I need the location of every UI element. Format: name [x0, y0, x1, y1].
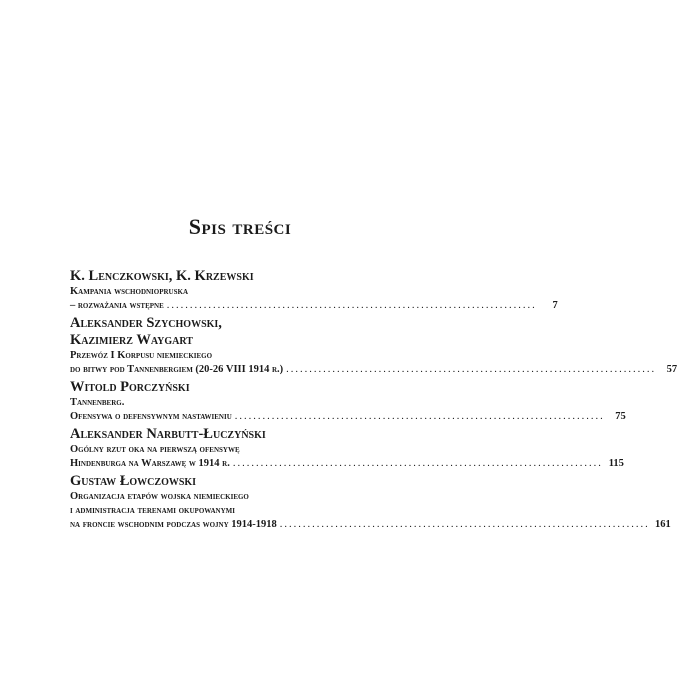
toc-title-last-line: [70, 363, 677, 377]
toc-title-text: Hindenburga na Warszawę w 1914 r.: [70, 458, 230, 469]
toc-page-number: 57: [666, 364, 677, 375]
toc-title-text: do bitwy pod Tannenbergiem (20-26 VIII 1914 r.): [70, 364, 284, 375]
toc-leader-dots: ................................................................................: [234, 411, 605, 422]
toc-author: K. Lenczkowski, K. Krzewski: [70, 268, 254, 284]
toc-page-number: 161: [655, 519, 671, 530]
toc-page-number: 75: [615, 411, 626, 422]
toc-title-line: Kampania wschodniopruska: [70, 286, 188, 297]
toc-leader-dots: ................................................................................: [232, 458, 603, 469]
toc-page-number: 115: [608, 458, 624, 469]
toc-leader-dots: ................................................................................: [279, 519, 650, 530]
toc-title-last-line: [70, 410, 626, 424]
toc-entry: [70, 473, 671, 532]
toc-author: Witold Porczyński: [70, 379, 190, 395]
toc-author: Aleksander Narbutt-Łuczyński: [70, 426, 266, 442]
toc-entry: [70, 268, 558, 313]
toc-title-line: Organizacja etapów wojska niemieckiego: [70, 491, 249, 502]
toc-entry: [70, 379, 626, 424]
toc-author: Kazimierz Waygart: [70, 332, 193, 348]
toc-title-line: Ogólny rzut oka na pierwszą ofensywę: [70, 444, 240, 455]
toc-title-text: – rozważania wstępne: [70, 300, 164, 311]
toc-title-last-line: [70, 518, 671, 532]
toc-title-last-line: [70, 457, 624, 471]
toc-title-line: i administracja terenami okupowanymi: [70, 505, 235, 516]
toc-title-text: na froncie wschodnim podczas wojny 1914-1918: [70, 519, 277, 530]
page-title: Spis treści: [188, 214, 292, 239]
toc-title-last-line: [70, 299, 558, 313]
toc-entry: [70, 315, 677, 377]
toc-author: Gustaw Łowczowski: [70, 473, 197, 489]
toc-page-number: 7: [552, 300, 558, 311]
toc-entry: [70, 426, 624, 471]
toc-author: Aleksander Szychowski,: [70, 315, 222, 331]
table-of-contents: [70, 268, 677, 534]
toc-title-line: Przewóz I Korpusu niemieckiego: [70, 350, 213, 361]
toc-title-text: Ofensywa o defensywnym nastawieniu: [70, 411, 232, 422]
toc-title-line: Tannenberg.: [70, 397, 125, 408]
toc-leader-dots: ................................................................................: [166, 300, 537, 311]
toc-leader-dots: ................................................................................: [286, 364, 657, 375]
